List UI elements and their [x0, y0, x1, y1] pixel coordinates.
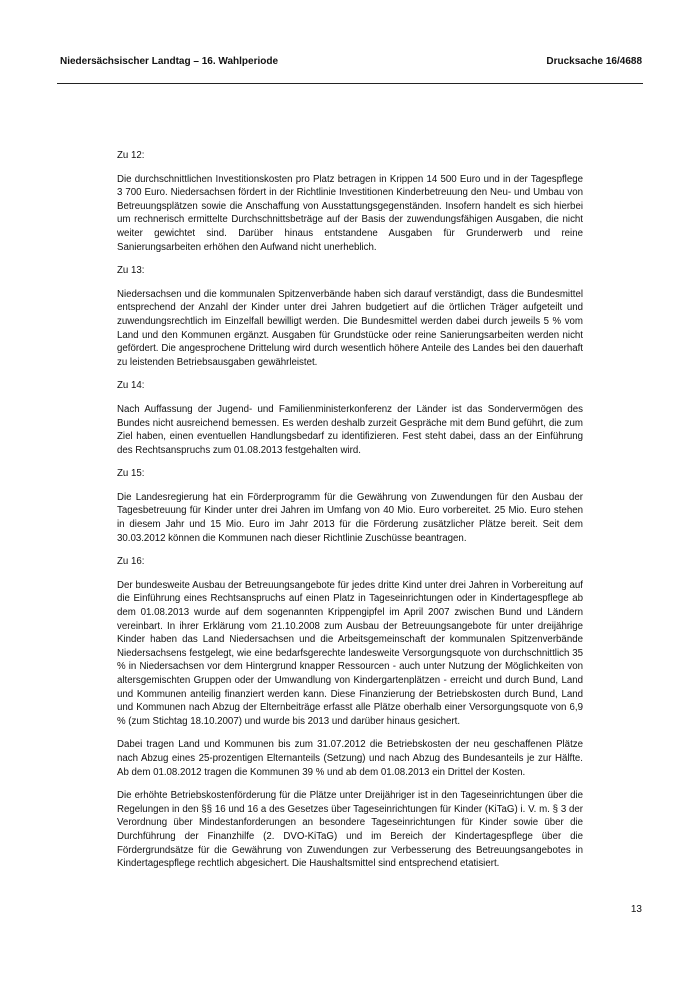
section-heading-16: Zu 16: [117, 556, 145, 568]
section-heading-12: Zu 12: [117, 150, 145, 161]
paragraph-13-1: Niedersachsen und die kommunalen Spitzenverbände haben sich darauf verständigt, dass die Bundesmittel entsprechend der Anzahl der Kinder unter drei Jahren budgetiert auf die örtlichen Träger aufgeteilt und zuwendungsrechtlich im Einzelfall bewilligt werden. Die Bundesmittel werden dabei durch jeweils 5 % vom Land und den Kommunen ergänzt. Ausgaben für Grundstücke oder reine Sanierungsarbeiten werden nicht gefördert. Die angesprochene Drittelung wird durch wesentlich höhere Anteile des Landes bei den dauerhaft zu leistenden Betriebsausgaben gewährleistet. [117, 288, 583, 368]
document-body [117, 149, 583, 881]
section-heading-15: Zu 15: [117, 468, 145, 480]
paragraph-16-2: Dabei tragen Land und Kommunen bis zum 31.07.2012 die Betriebskosten der neu geschaffenen Plätze nach Abzug eines 25-prozentigen Elternanteils (Setzung) und nach Abzug des Bundesanteils je zur Hälfte. Ab dem 01.08.2012 tragen die Kommunen 39 % und ab dem 01.08.2013 ein Drittel der Kosten. [117, 739, 583, 778]
header-title: Niedersächsischer Landtag – 16. Wahlperiode [60, 56, 279, 67]
paragraph-12-1: Die durchschnittlichen Investitionskosten pro Platz betragen in Krippen 14 500 Euro und in der Tagespflege 3 700 Euro. Niedersachsen fördert in der Richtlinie Investitionen Kinderbetreuung den Neu- und Umbau von Betreuungsplätzen sowie die Anschaffung von Ausstattungsgegenständen. Insofern handelt es sich hierbei um rechnerisch ermittelte Durchschnittsbeträge auf der Basis der zuwendungsfähigen Ausgaben, die nicht weiter gewichtet sind. Darüber hinaus entstandene Ausgaben für Grunderwerb und reine Sanierungsarbeiten erhöhen den Aufwand nicht unerheblich. [117, 173, 583, 253]
section-heading-14: Zu 14: [117, 380, 145, 392]
document-number: Drucksache 16/4688 [546, 56, 642, 67]
paragraph-16-1: Der bundesweite Ausbau der Betreuungsangebote für jedes dritte Kind unter drei Jahren in Vorbereitung auf die Einführung eines Rechtsanspruchs auf einen Platz in Tageseinrichtungen oder in Kindertagespflege ab dem 01.08.2013 wurde auf dem sogenannten Krippengipfel im April 2007 zwischen Bund und Ländern vereinbart. In ihrer Erklärung vom 21.10.2008 zum Ausbau der Betreuungsangebote für unter dreijährige Kinder haben das Land Niedersachsen und die Arbeitsgemeinschaft der kommunalen Spitzenverbände Niedersachsens festgelegt, wie eine bedarfsgerechte landesweite Versorgungsquote von durchschnittlich 35 % in Niedersachsen vor dem Hintergrund knapper Ressourcen - auch unter Nutzung der Möglichkeiten von altersgemischten Gruppen oder der Umwandlung von Kindergartenplätzen - erreicht und durch Bund, Land und Kommunen anteilig finanziert werden kann. Diese Finanzierung der Betriebskosten durch Bund, Land und Kommunen nach Abzug der Elternbeiträge erfasst alle Plätze oberhalb einer Versorgungsquote von 6,9 % (zum Stichtag 18.10.2007) und wurde bis 2013 und darüber hinaus gesichert. [117, 579, 583, 727]
section-heading-13: Zu 13: [117, 265, 145, 277]
header-divider [57, 83, 643, 84]
paragraph-14-1: Nach Auffassung der Jugend- und Familienministerkonferenz der Länder ist das Sondervermögen des Bundes nicht ausreichend bemessen. Es werden deshalb zurzeit Gespräche mit dem Bund geführt, die zum Ziel haben, einen eventuellen Handlungsbedarf zu identifizieren. Fest steht dabei, dass an der Einführung des Rechtsanspruchs zum 01.08.2013 festgehalten wird. [117, 403, 583, 456]
page-header [60, 56, 642, 67]
paragraph-15-1: Die Landesregierung hat ein Förderprogramm für die Gewährung von Zuwendungen für den Ausbau der Tagesbetreuung für Kinder unter drei Jahren im Umfang von 40 Mio. Euro vorbereitet. 25 Mio. Euro stehen in diesem Jahr und 15 Mio. Euro im Jahr 2013 für die Förderung zusätzlicher Plätze bereit. Seit dem 30.03.2012 können die Kommunen nach dieser Richtlinie Zuschüsse beantragen. [117, 491, 583, 544]
page-number: 13 [630, 904, 642, 915]
paragraph-16-3: Die erhöhte Betriebskostenförderung für die Plätze unter Dreijähriger ist in den Tageseinrichtungen über die Regelungen in den §§ 16 und 16 a des Gesetzes über Tageseinrichtungen für Kinder (KiTaG) i. V. m. § 3 der Verordnung über Mindestanforderungen an besondere Tageseinrichtungen für Kinder sowie über die Durchführung der Finanzhilfe (2. DVO-KiTaG) und im Bereich der Kindertagespflege über die Fördergrundsätze für die Gewährung von Zuwendungen zur Verbesserung des Betreuungsangebotes in Kindertagespflege rechtlich abgesichert. Die Haushaltsmittel sind entsprechend etatisiert. [117, 790, 583, 870]
